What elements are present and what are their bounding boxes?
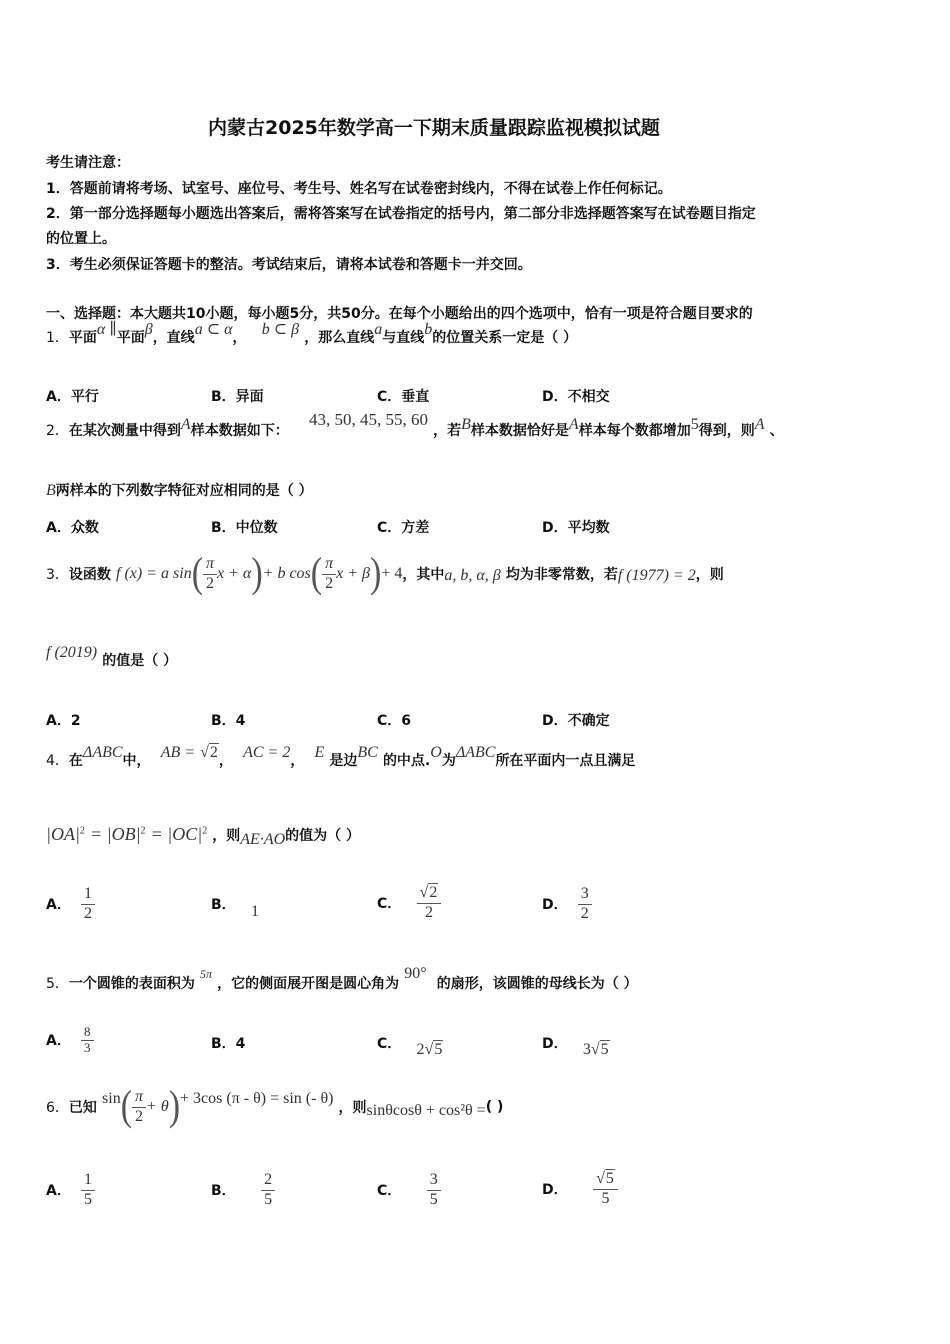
option-a: A．众数 <box>46 520 99 536</box>
option-a: A． $\frac{1}{5}$ <box>46 1166 95 1214</box>
notice-item: 3．考生必须保证答题卡的整洁。考试结束后，请将本试卷和答题卡一并交回。 <box>46 257 532 273</box>
question-4: 4．在ΔABC中， AB = √2， AC = 2， E 是边BC 的中点.O为ΔABC所在平面内一点且满足 <box>46 744 636 769</box>
option-d: D．不相交 <box>542 389 610 405</box>
question-5: 5．一个圆锥的表面积为 $^{5\pi}$ ，它的侧面展开图是圆心角为 90° 的扇形，该圆锥的母线长为（ ） <box>46 965 638 992</box>
question-2: 2．在某次测量中得到A样本数据如下： 43, 50, 45, 55, 60 ，若B样本数据恰好是A样本每个数都增加5得到，则A 、 <box>46 410 784 439</box>
option-a: A． $\frac{1}{2}$ <box>46 880 95 928</box>
option-c: C．方差 <box>377 520 430 536</box>
question-1: 1．平面α ∥平面β，直线a ⊂ α， b ⊂ β ，那么直线a与直线b的位置关系一定是（ ） <box>46 321 578 346</box>
question-number: 1． <box>46 330 69 346</box>
option-d: D． $\frac{3}{2}$ <box>542 880 592 928</box>
question-number: 4． <box>46 753 69 769</box>
notice-item: 的位置上。 <box>46 231 116 247</box>
option-c: C． $\frac{√2}{2}$ <box>377 876 441 930</box>
notice-heading: 考生请注意： <box>46 155 130 171</box>
question-number: 3． <box>46 567 69 583</box>
question-3: 3． 设函数 f (x) = a sin ( $\frac{\pi}{2}$ x + α ) + b cos ( $\frac{\pi}{2}$ x + β ) + 4 ，其中 a, b, α, β 均为非零常数，若 f (1977) = 2 ，则 <box>46 550 724 597</box>
option-b: B．中位数 <box>211 520 278 536</box>
question-6: 6． 已知 sin ( $\frac{\pi}{2}$ + θ ) + 3cos (π - θ) = sin (- θ) ，则 sinθcosθ + cos²θ = ( ) <box>46 1083 504 1130</box>
option-b: B．4 <box>211 713 246 729</box>
question-number: 5． <box>46 976 69 992</box>
option-a: A．2 <box>46 713 81 729</box>
option-c: C．6 <box>377 713 412 729</box>
option-b: B．异面 <box>211 389 264 405</box>
question-3-cont: f (2019) 的值是（ ） <box>46 644 178 669</box>
option-b: B．4 <box>211 1036 246 1052</box>
section-heading: 一、选择题：本大题共10小题，每小题5分，共50分。在每个小题给出的四个选项中，恰有一项是符合题目要求的 <box>46 306 753 322</box>
notice-item: 2．第一部分选择题每小题选出答案后，需将答案写在试卷指定的括号内，第二部分非选择题答案写在试卷题目指定 <box>46 206 756 222</box>
option-d: D．不确定 <box>542 713 610 729</box>
option-d: D． 3√5 <box>542 1036 609 1058</box>
option-a: A．平行 <box>46 389 99 405</box>
question-4-cont: $|OA|^2 = |OB|^2 = |OC|^2$ ，则AE·AO的值为（ ） <box>46 824 361 848</box>
notice-item: 1．答题前请将考场、试室号、座位号、考生号、姓名写在试卷密封线内，不得在试卷上作任何标记。 <box>46 181 672 197</box>
option-c: C． $\frac{3}{5}$ <box>377 1166 441 1214</box>
option-c: C． 2√5 <box>377 1036 443 1058</box>
option-d: D． $\frac{√5}{5}$ <box>542 1162 618 1216</box>
option-a: A． $\frac{8}{3}$ <box>46 1018 94 1062</box>
option-d: D．平均数 <box>542 520 610 536</box>
option-b: B． $\frac{2}{5}$ <box>211 1166 275 1214</box>
question-number: 2． <box>46 423 69 439</box>
page-title: 内蒙古2025年数学高一下期末质量跟踪监视模拟试题 <box>208 117 660 139</box>
option-b: B． 1 <box>211 897 259 920</box>
option-c: C．垂直 <box>377 389 430 405</box>
question-2-cont: B两样本的下列数字特征对应相同的是（ ） <box>46 482 313 499</box>
question-number: 6． <box>46 1100 69 1116</box>
